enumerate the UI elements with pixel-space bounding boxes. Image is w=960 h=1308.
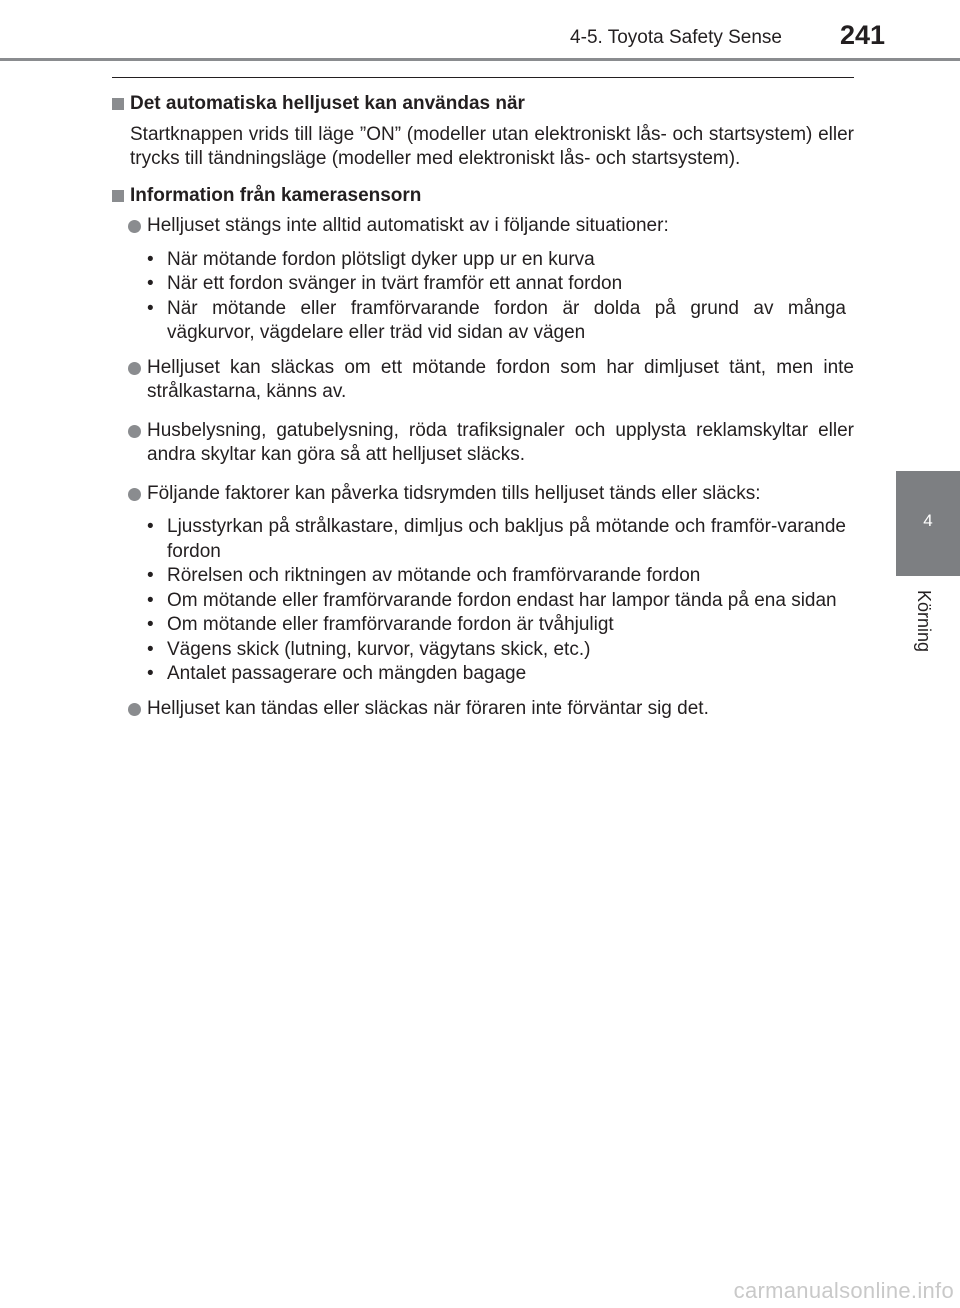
bullet-item (112, 419, 854, 468)
sub-bullet-mark: • (147, 273, 154, 294)
sub-bullet-mark: • (147, 248, 154, 270)
header-section-title: 4-5. Toyota Safety Sense (570, 27, 782, 48)
sub-bullet-mark: • (147, 565, 154, 586)
section-heading (112, 92, 854, 117)
bullet-text: Helljuset kan släckas om ett mötande fordon som har dimljuset tänt, men inte strålkastarna, känns av. (147, 356, 854, 402)
chapter-tab (896, 471, 960, 576)
bullet-text: Husbelysning, gatubelysning, röda trafiksignaler och upplysta reklamskyltar eller andra skyltar kan göra så att helljuset släcks. (147, 419, 854, 465)
sub-bullet-mark: • (147, 638, 154, 660)
section-heading-text: Information från kamerasensorn (130, 184, 422, 206)
sub-list-item: • Om mötande eller framförvarande fordon är tvåhjuligt (147, 613, 854, 638)
section-heading-text: Det automatiska helljuset kan användas när (130, 93, 525, 114)
sub-list-item: • Vägens skick (lutning, kurvor, vägytans skick, etc.) (147, 638, 854, 663)
section-camera-sensor (112, 184, 854, 722)
circle-bullet-icon (128, 362, 141, 375)
page-number: 241 (839, 20, 885, 50)
sub-list-item: • Antalet passagerare och mängden bagage (147, 662, 854, 687)
circle-bullet-icon (128, 220, 141, 233)
circle-bullet-icon (128, 703, 141, 716)
section-heading (112, 184, 854, 209)
chapter-number: 4 (923, 511, 933, 530)
sub-list-item: • När mötande eller framförvarande fordon är dolda på grund av många vägkurvor, vägdelare eller träd vid sidan av vägen (147, 297, 846, 343)
page-content (112, 92, 854, 733)
circle-bullet-icon (128, 488, 141, 501)
section-paragraph: Startknappen vrids till läge ”ON” (modeller utan elektroniskt lås- och startsystem) eller trycks till tändningsläge (modeller med elektroniskt lås- och startsystem). (130, 123, 854, 169)
sub-list (147, 248, 854, 346)
sub-list-item: • Om mötande eller framförvarande fordon endast har lampor tända på ena sidan (147, 589, 854, 614)
sub-bullet-mark: • (147, 663, 154, 684)
bullet-text: Helljuset stängs inte alltid automatiskt av i följande situationer: (147, 215, 669, 236)
sub-bullet-mark: • (147, 516, 154, 537)
square-bullet-icon (112, 190, 124, 202)
bullet-item (112, 697, 854, 722)
square-bullet-icon (112, 98, 124, 110)
bullet-item (112, 214, 854, 239)
circle-bullet-icon (128, 425, 141, 438)
sub-list-item: • När mötande fordon plötsligt dyker upp ur en kurva (147, 248, 854, 273)
watermark-text: carmanualsonline.info (733, 1278, 954, 1303)
section-automatic-high-beam (112, 92, 854, 172)
sub-bullet-mark: • (147, 297, 154, 319)
bullet-item (112, 356, 854, 405)
content-rule (112, 77, 854, 78)
chapter-label: Körning (914, 590, 934, 653)
sub-list-item: • Rörelsen och riktningen av mötande och framförvarande fordon (147, 564, 854, 589)
sub-bullet-mark: • (147, 589, 154, 611)
header-rule (0, 58, 960, 61)
sub-list-item: • När ett fordon svänger in tvärt framför ett annat fordon (147, 272, 854, 297)
sub-bullet-mark: • (147, 614, 154, 635)
bullet-text: Följande faktorer kan påverka tidsrymden tills helljuset tänds eller släcks: (147, 482, 761, 504)
bullet-text: Helljuset kan tändas eller släckas när föraren inte förväntar sig det. (147, 697, 709, 719)
sub-list (147, 515, 854, 687)
page-header (0, 0, 960, 62)
sub-list-item: • Ljusstyrkan på strålkastare, dimljus och bakljus på mötande och framför-varande fordon (147, 516, 846, 562)
bullet-item (112, 482, 854, 507)
